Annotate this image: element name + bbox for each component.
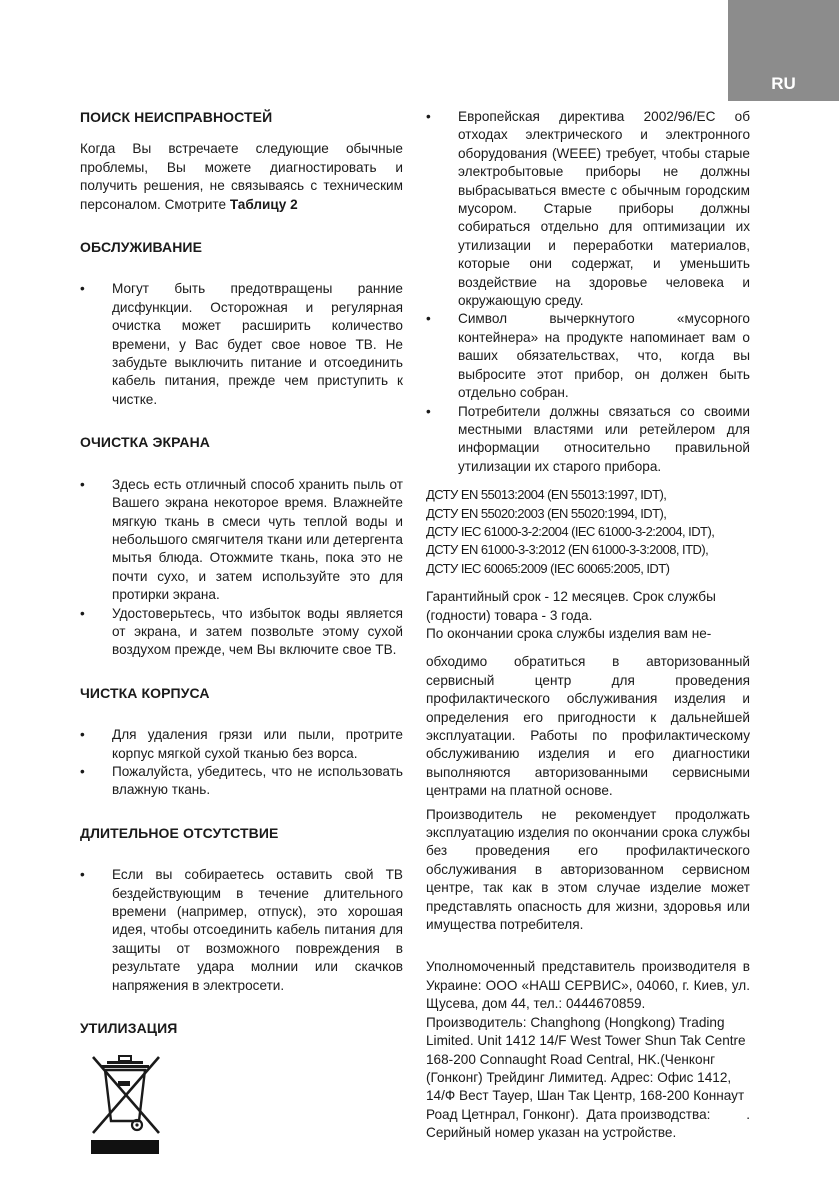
maintenance-title: ОБСЛУЖИВАНИЕ [80, 239, 203, 256]
troubleshooting-body: Когда Вы встречаете следующие обычные проблемы, Вы можете диагностировать и получить решения, не связываясь с техническим персоналом. Смотрите [80, 141, 403, 212]
standards-list [426, 486, 750, 578]
list-item: • Могут быть предотвращены ранние дисфункции. Осторожная и регулярная очистка может расширить количество времени, у Вас будет свое новое ТВ. Не забудьте выключить питание и отсоединить кабель питания, прежде чем приступить к чистке. [80, 280, 403, 409]
disposal-title: УТИЛИЗАЦИЯ [80, 1020, 178, 1037]
production-date-value: . [746, 1106, 750, 1122]
standard-line: ДСТУ EN 61000-3-3:2012 (EN 61000-3-3:2008, ITD), [426, 542, 709, 558]
service-end-text: обходимо обратиться в авторизованный сервисный центр для проведения профилактического обслуживания изделия и определения его пригодности к дальнейшей эксплуатации. Работы по профилактическому обслуживанию изделия и его диагностики выполняются авторизованными сервисными центрами на платной основе. [426, 654, 750, 799]
representative-text: Уполномоченный представитель производителя в Украине: ООО «НАШ СЕРВИС», 04060, г. Киев, ул. Щусева, дом 44, тел.: 0444670859. [426, 959, 750, 1012]
list-item: • Потребители должны связаться со своими местными властями или ретейлером для информации относительно правильной утилизации их старого прибора. [426, 403, 750, 477]
manufacturer-note: Производитель не рекомендует продолжать эксплуатацию изделия по окончании срока службы без проведения его профилактического обслуживания в авторизованном сервисном центре, так как в этом случае изделие может представлять опасность для жизни, здоровья или имущества потребителя. [426, 806, 750, 933]
list-item: • Для удаления грязи или пыли, протрите корпус мягкой сухой тканью без ворса. [80, 726, 403, 763]
crossed-bin-icon [85, 1051, 165, 1155]
weee-list [426, 108, 750, 476]
troubleshooting-table-ref: Таблицу 2 [229, 196, 298, 212]
screen-cleaning-title: ОЧИСТКА ЭКРАНА [80, 434, 210, 451]
list-item: • Символ вычеркнутого «мусорного контейнера» на продукте напоминает вам о ваших обязательствах, что, когда вы выбросите этот прибор, он должен быть отдельно собран. [426, 310, 750, 402]
warranty-text: Гарантийный срок - 12 месяцев. Срок службы (годности) товара - 3 года. [426, 589, 716, 623]
producer-text: Производитель: Changhong (Hongkong) Trading Limited. Unit 1412 14/F West Tower Shun Tak Centre 168-200 Connaught Road Central, HK.(Ченконг (Гонконг) Трейдинг Лимитед. Адрес: Офис 1412, 14/Ф Вест Тауер, Шан Так Центр, 168-200 Коннаут Роад Цетнрал, Гонконг). [426, 1014, 746, 1122]
long-absence-list [80, 866, 403, 995]
production-date-label: Дата производства: [586, 1106, 711, 1122]
case-cleaning-list [80, 726, 403, 800]
list-item: • Если вы собираетесь оставить свой ТВ бездействующим в течение длительного времени (например, отпуск), это хорошая идея, чтобы отсоединить кабель питания для защиты от возможного повреждения в результате удара молнии или скачков напряжения в электросети. [80, 866, 403, 995]
language-tab [728, 0, 839, 101]
maintenance-list [80, 280, 403, 409]
standard-line: ДСТУ IEC 61000-3-2:2004 (IEC 61000-3-2:2004, IDT), [426, 523, 715, 539]
list-item: • Здесь есть отличный способ хранить пыль от Вашего экрана некоторое время. Влажнейте мягкую ткань в смеси чуть теплой воды и небольшого смягчителя ткани или детергента мытья блюда. Отожмите ткань, пока это не почти сухо, и затем используйте это для протирки экрана. [80, 476, 403, 605]
serial-text: Серийный номер указан на устройстве. [426, 1125, 677, 1141]
standard-line: ДСТУ EN 55020:2003 (EN 55020:1994, IDT), [426, 505, 667, 521]
list-item: • Удостоверьтесь, что избыток воды является от экрана, и затем позвольте этому сухой воздухом прежде, чем Вы включите свое ТВ. [80, 605, 403, 660]
troubleshooting-title: ПОИСК НЕИСПРАВНОСТЕЙ [80, 109, 273, 125]
list-item: • Пожалуйста, убедитесь, что не использовать влажную ткань. [80, 763, 403, 800]
left-column [80, 108, 403, 1155]
case-cleaning-title: ЧИСТКА КОРПУСА [80, 684, 210, 701]
language-label: RU [771, 74, 796, 93]
right-column [426, 108, 750, 1143]
screen-cleaning-list [80, 476, 403, 660]
list-item: • Европейская директива 2002/96/ЕС об отходах электрического и электронного оборудования (WEEE) требует, чтобы старые электробытовые приборы не должны выбрасываться вместе с обычным городским мусором. Старые приборы должны собираться отдельно для оптимизации их утилизации и переработки материалов, которые они содержат, и уменьшить воздействие на здоровье человека и окружающую среду. [426, 108, 750, 310]
long-absence-title: ДЛИТЕЛЬНОЕ ОТСУТСТВИЕ [80, 824, 279, 841]
standard-line: ДСТУ IEC 60065:2009 (IEC 60065:2005, IDT) [426, 560, 670, 576]
standard-line: ДСТУ EN 55013:2004 (EN 55013:1997, IDT), [426, 487, 667, 503]
troubleshooting-text [80, 140, 403, 214]
service-end-line: По окончании срока службы изделия вам не- [426, 625, 712, 641]
